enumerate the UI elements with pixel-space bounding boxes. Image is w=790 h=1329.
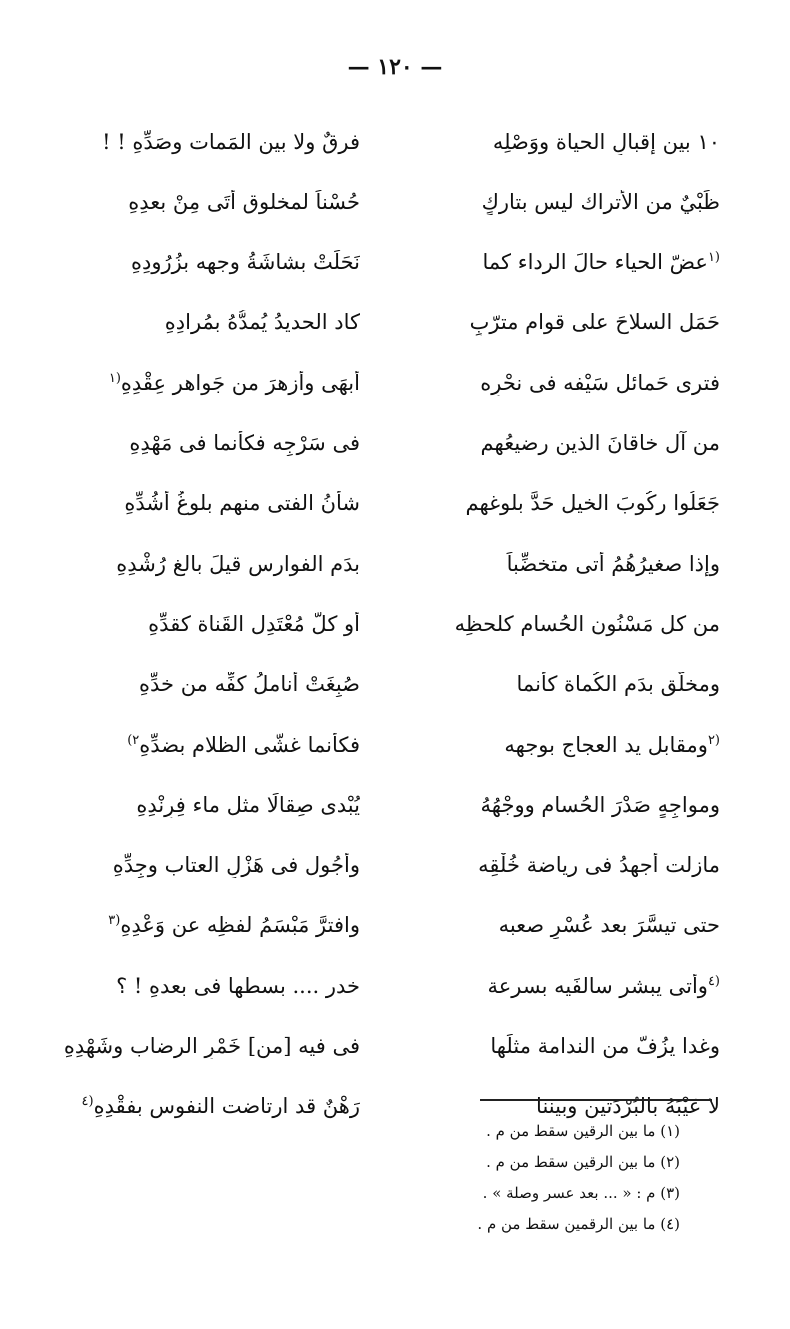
verse-first-hemistich bbox=[400, 853, 720, 878]
hemistich-text: فترى حَمائل سَيْفه فى نحْرِه bbox=[480, 370, 720, 395]
hemistich-text: رَهْنٌ قد ارتاضت النفوس بفقْدِهِ bbox=[93, 1094, 360, 1119]
verse-second-hemistich bbox=[60, 853, 360, 878]
verse-line bbox=[60, 775, 720, 835]
hemistich-text: من كل مَسْنُون الحُسام كلحظِه bbox=[454, 611, 720, 636]
hemistich-text: فكأنما غشَّى الظلام بضدِّهِ bbox=[139, 732, 360, 757]
verse-second-hemistich bbox=[60, 431, 360, 456]
verse-line bbox=[60, 896, 720, 956]
hemistich-text: شأنُ الفتى منهم بلوغُ أشُدِّهِ bbox=[124, 491, 360, 516]
hemistich-text: أبهَى وأزهرَ من جَواهر عِقْدِهِ bbox=[120, 370, 360, 395]
verse-second-hemistich bbox=[60, 371, 360, 396]
footnote-marker: ٢) bbox=[127, 732, 140, 748]
footnote-marker: (٢ bbox=[707, 732, 720, 748]
verse-line bbox=[60, 655, 720, 715]
hemistich-text: فى سَرْجِه فكأنما فى مَهْدِهِ bbox=[129, 431, 360, 456]
hemistich-text: يُبْدى صِقالًا مثل ماء فِرِنْدِهِ bbox=[136, 792, 360, 817]
verse-first-hemistich bbox=[400, 431, 720, 456]
hemistich-text: وافترَّ مَبْسَمُ لفظِه عن وَعْدِهِ bbox=[120, 913, 360, 938]
hemistich-text: وإذا صغيرُهُمُ أتى متخضِّباً bbox=[506, 551, 720, 576]
footnote-separator bbox=[480, 1099, 712, 1101]
hemistich-text: وأجُول فى هَزْلِ العتاب وجِدِّهِ bbox=[112, 853, 360, 878]
footnote-marker: (٤ bbox=[707, 973, 720, 989]
verse-line bbox=[60, 836, 720, 896]
verse-second-hemistich bbox=[60, 1034, 360, 1059]
verse-line bbox=[60, 353, 720, 413]
footnote-marker: (٤ bbox=[81, 1094, 94, 1110]
hemistich-text: حتى تيسَّرَ بعد عُسْرٍ صعبه bbox=[498, 913, 720, 938]
footnote: (٤) ما بين الرقمين سقط من م . bbox=[477, 1215, 680, 1233]
hemistich-text: نَحَلَتْ بشاشَةُ وجهه بزُرُودِهِ bbox=[131, 250, 360, 275]
hemistich-text: ظَبْيٌ من الأتراك ليس بتاركٍ bbox=[481, 189, 720, 214]
verse-first-hemistich bbox=[400, 130, 720, 155]
hemistich-text: بدَمِ الفوارس قيلَ بالغ رُشْدِهِ bbox=[116, 551, 360, 576]
hemistich-text: فرقٌ ولا بين المَمات وصَدِّهِ ! ! bbox=[102, 129, 360, 154]
verse-line bbox=[60, 293, 720, 353]
verse-first-hemistich bbox=[400, 974, 720, 999]
verse-first-hemistich bbox=[400, 612, 720, 637]
verse-second-hemistich bbox=[60, 974, 360, 999]
hemistich-text: وأتى يبشر سالفَيه بسرعة bbox=[487, 973, 708, 998]
verse-line bbox=[60, 594, 720, 654]
hemistich-text: لا عَيْبَهُ بالبُرْدَتين وبيننا bbox=[536, 1094, 720, 1119]
verse-line bbox=[60, 112, 720, 172]
verse-second-hemistich bbox=[60, 190, 360, 215]
verse-second-hemistich bbox=[60, 733, 360, 758]
verse-first-hemistich bbox=[400, 552, 720, 577]
verse-line bbox=[60, 172, 720, 232]
hemistich-text: ومخلّق بدَم الكُماة كأنما bbox=[516, 672, 720, 697]
hemistich-text: خدر .... بسطها فى بعدهِ ! ؟ bbox=[116, 973, 360, 998]
footnote-marker: (١ bbox=[108, 370, 121, 386]
verse-line bbox=[60, 534, 720, 594]
hemistich-text: ١٠ بين إقبالِ الحياة ووَصْلِه bbox=[492, 129, 720, 154]
verse-first-hemistich bbox=[400, 913, 720, 938]
verse-line bbox=[60, 474, 720, 534]
hemistich-text: أو كلّ مُعْتَدِل القَناة كقدِّهِ bbox=[148, 611, 360, 636]
verse-line bbox=[60, 233, 720, 293]
hemistich-text: مازلت أجهدُ فى رياضة خُلْقِه bbox=[478, 853, 720, 878]
verse-line bbox=[60, 413, 720, 473]
verse-second-hemistich bbox=[60, 793, 360, 818]
verse-first-hemistich bbox=[400, 733, 720, 758]
verse-second-hemistich bbox=[60, 552, 360, 577]
hemistich-text: فى فيه [من] خَمْرِ الرضاب وشَهْدِهِ bbox=[63, 1034, 360, 1058]
verse-first-hemistich bbox=[400, 1034, 720, 1059]
hemistich-text: جَعَلُوا ركُوبَ الخيل حَدَّ بلوغهم bbox=[465, 491, 720, 516]
verse-line bbox=[60, 956, 720, 1016]
hemistich-text: من آل خاقانَ الذين رضيعُهم bbox=[480, 431, 720, 456]
hemistich-text: وغدا يزُفّ من الندامة مثلَها bbox=[490, 1034, 720, 1058]
verse-second-hemistich bbox=[60, 913, 360, 938]
hemistich-text: حَمَل السلاحَ على قوام مترّبٍ bbox=[469, 310, 720, 335]
verse-second-hemistich bbox=[60, 250, 360, 275]
verse-first-hemistich bbox=[400, 491, 720, 516]
hemistich-text: حُسْناً لمخلوق أتَى مِنْ بعدِهِ bbox=[128, 189, 360, 214]
footnote: (٢) ما بين الرقين سقط من م . bbox=[486, 1153, 680, 1171]
verse-line bbox=[60, 715, 720, 775]
verse-line bbox=[60, 1016, 720, 1076]
verse-first-hemistich bbox=[400, 371, 720, 396]
verse-first-hemistich bbox=[400, 672, 720, 697]
verse-second-hemistich bbox=[60, 491, 360, 516]
verse-second-hemistich bbox=[60, 672, 360, 697]
footnote: (٣) م : « ... بعد عسر وصلة » . bbox=[482, 1184, 680, 1202]
hemistich-text: كاد الحديدُ يُمدُّهُ بمُرادِهِ bbox=[164, 310, 360, 335]
hemistich-text: عضّ الحياء حالَ الرداء كما bbox=[482, 250, 708, 275]
footnote: (١) ما بين الرقين سقط من م . bbox=[486, 1122, 680, 1140]
verse-second-hemistich bbox=[60, 612, 360, 637]
page-number: — ١٢٠ — bbox=[347, 54, 443, 80]
footnote-marker: (١ bbox=[707, 250, 720, 266]
verse-first-hemistich bbox=[400, 310, 720, 335]
footnotes bbox=[300, 1116, 680, 1240]
verse-first-hemistich bbox=[400, 190, 720, 215]
verse-first-hemistich bbox=[400, 250, 720, 275]
verse-first-hemistich bbox=[400, 793, 720, 818]
hemistich-text: ومقابل يد العجاج بوجهه bbox=[504, 732, 708, 757]
verse-second-hemistich bbox=[60, 130, 360, 155]
hemistich-text: ومواجِهٍ صَدْرَ الحُسام ووجْهُهُ bbox=[480, 792, 720, 817]
poem bbox=[60, 112, 720, 1137]
footnote-marker: (٣ bbox=[108, 913, 121, 929]
hemistich-text: صُبِغَتْ أناملُ كفِّه من خدِّهِ bbox=[139, 672, 360, 697]
verse-second-hemistich bbox=[60, 310, 360, 335]
